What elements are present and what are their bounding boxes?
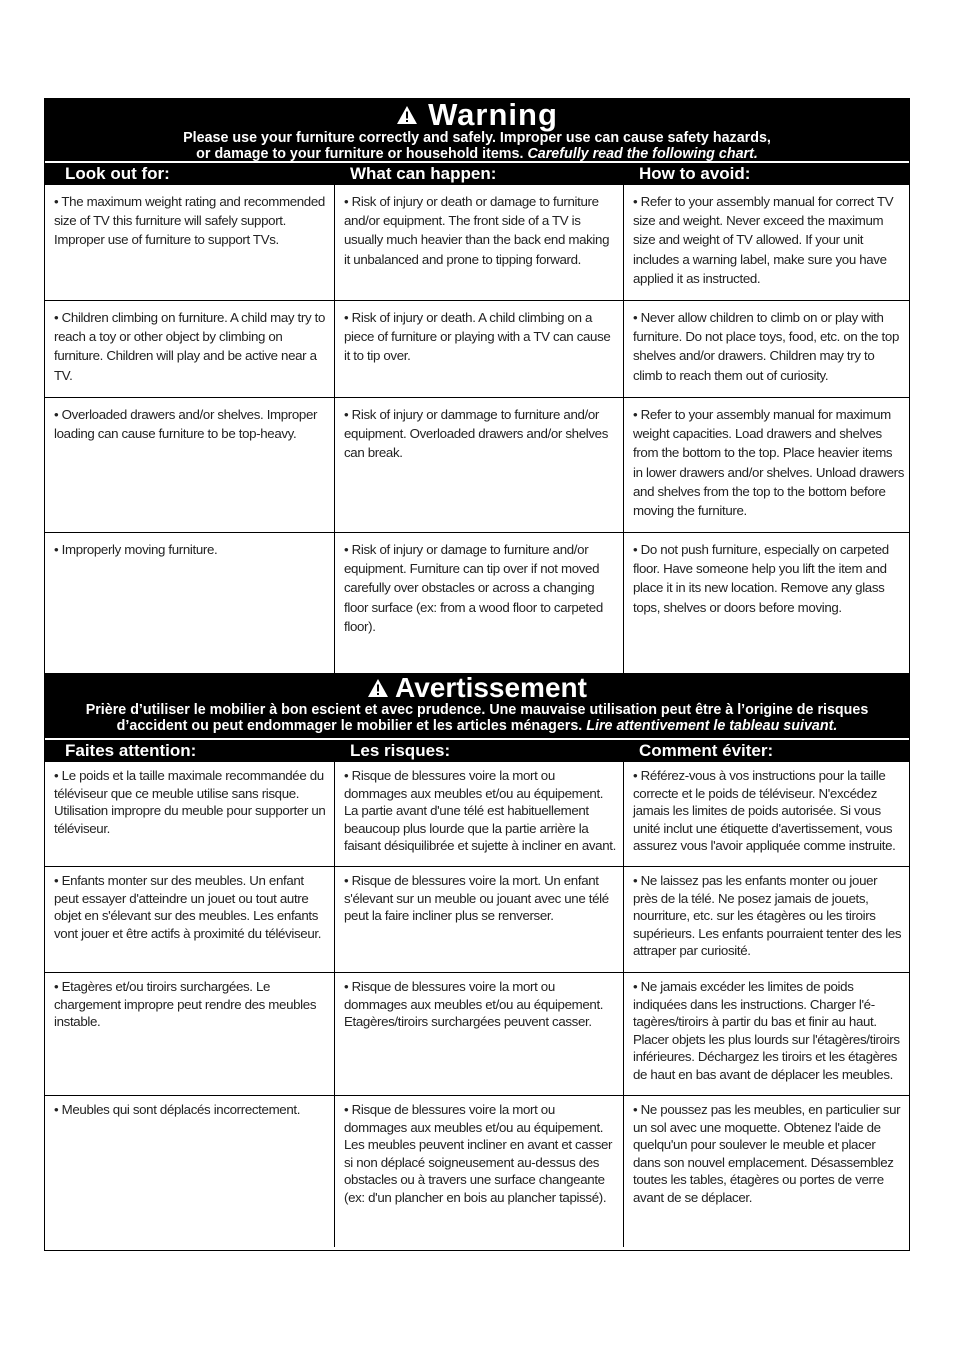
- intro-line-2-text-fr: d’accident ou peut endommager le mobilier et les articles ménagers.: [116, 718, 583, 734]
- intro-line-1-fr: Prière d’utiliser le mobilier à bon escient et avec prudence. Une mauvaise utilisation peut être à l’origine de risques: [85, 702, 869, 718]
- table-cell: • Refer to your assembly manual for correct TV size and weight. Never exceed the maximum size and weight of TV allowed. If your unit includes a warning label, make sure you have applied it as instructed.: [623, 185, 911, 300]
- avertissement-banner: [45, 674, 909, 738]
- warning-title-row: [45, 99, 909, 130]
- table-row: [45, 300, 909, 397]
- table-row: [45, 866, 909, 972]
- warning-banner: [45, 99, 909, 161]
- intro-text-fr: [45, 702, 909, 734]
- table-header: [45, 161, 909, 184]
- intro-line-2-fr: [45, 718, 909, 734]
- column-header-les-risques: Les risques:: [350, 741, 451, 760]
- table-row: [45, 972, 909, 1095]
- intro-line-2: [45, 146, 909, 162]
- table-cell: • Overloaded drawers and/or shelves. Improper loading can cause furniture to be top-heavy.: [54, 407, 318, 442]
- column-header-how-to-avoid: How to avoid:: [639, 164, 751, 183]
- column-header-faites-attention: Faites attention:: [65, 741, 197, 760]
- table-cell: • Improperly moving furniture.: [54, 542, 218, 557]
- table-header-fr: [45, 738, 909, 761]
- table-cell: • Children climbing on furniture. A child may try to reach a toy or other object by climbing on furniture. Children will play and be active near a TV.: [54, 310, 325, 383]
- table-cell: • Risque de blessures voire la mort. Un enfant s'élevant sur un meuble ou jouant avec une télé peut la faire incliner plus se renverser.: [334, 867, 623, 972]
- table-cell: • Meubles qui sont déplacés incorrectement.: [54, 1102, 301, 1117]
- table-cell: • Ne laissez pas les enfants monter ou jouer près de la télé. Ne posez jamais de jouets, nourriture, etc. sur les étagères ou les tiroirs supérieurs. Les enfants pourraient tenter des les attraper par curiosité.: [623, 867, 911, 972]
- table-cell: • The maximum weight rating and recommended size of TV this furniture will safely support. Improper use of furniture to support TVs.: [54, 194, 325, 248]
- table-row: [45, 397, 909, 532]
- table-cell: • Risque de blessures voire la mort ou dommages aux meubles et/ou au équipement. La partie avant d'une télé est habituellement beaucoup plus lourde que la partie arrière la faisant désiquilibrée et sujette à incliner en avant.: [334, 762, 623, 866]
- warning-section-en: [44, 98, 910, 674]
- table-row: [45, 1095, 909, 1247]
- table-cell: • Do not push furniture, especially on carpeted floor. Have someone help you lift the item and place it in its new location. Remove any glass tops, shelves or doors before moving.: [623, 533, 911, 673]
- column-header-look-out-for: Look out for:: [65, 164, 170, 183]
- table-cell: • Refer to your assembly manual for maximum weight capacities. Load drawers and shelves from the bottom to the top. Place heavier items in lower drawers and/or shelves. Unload drawers and shelves from the top to the bottom before moving the furniture.: [623, 398, 911, 532]
- table-cell: • Risk of injury or death. A child climbing on a piece of furniture or playing with a TV can cause it to tip over.: [334, 301, 623, 397]
- warning-triangle-icon: [367, 678, 389, 698]
- avertissement-title-row: [45, 674, 909, 702]
- section-title-fr: Avertissement: [395, 672, 587, 703]
- table-cell: • Risk of injury or death or damage to furniture and/or equipment. The front side of a TV is usually much heavier than the back end making it unbalanced and prone to tipping forward.: [334, 185, 623, 300]
- intro-text: [45, 130, 909, 162]
- page-title: Warning: [428, 97, 558, 132]
- column-header-what-can-happen: What can happen:: [350, 164, 497, 183]
- table-cell: • Ne jamais excéder les limites de poids indiquées dans les instructions. Charger l'é-tagères/tiroirs à partir du bas et finir au haut. Placer objets les plus lourds sur l'étagères/tiroirs inférieures. Déchargez les tiroirs et les étagères de haut en bas avant de déplacer les meubles.: [623, 973, 911, 1095]
- table-cell: • Risk of injury or dammage to furniture and/or equipment. Overloaded drawers and/or shelves can break.: [334, 398, 623, 532]
- table-row: [45, 761, 909, 866]
- warning-triangle-icon: [396, 105, 418, 125]
- table-cell: • Etagères et/ou tiroirs surchargées. Le chargement impropre peut rendre des meubles instable.: [54, 979, 317, 1030]
- table-cell: • Référez-vous à vos instructions pour la taille correcte et le poids de téléviseur. N'excédez jamais les limites de poids autorisée. Si vous unité inclut une étiquette d'avertissement, vous assurez vous l'avoir appliquée comme instruite.: [623, 762, 911, 866]
- table-row: [45, 184, 909, 300]
- warning-section-fr: [44, 674, 910, 1251]
- table-cell: • Enfants monter sur des meubles. Un enfant peut essayer d'atteindre un jouet ou tout autre objet en s'élevant sur des meubles. Les enfants vont jouer et être actifs à proximité du téléviseur.: [54, 873, 322, 941]
- table-cell: • Risque de blessures voire la mort ou dommages aux meubles et/ou au équipement. Les meubles peuvent incliner en avant et casser si non déplacé soigneusement au-dessus des obstacles ou à travers une surface changeante (ex: d'un plancher en bois au plancher tapissé).: [334, 1096, 623, 1247]
- table-cell: • Risque de blessures voire la mort ou dommages aux meubles et/ou au équipement. Etagères/tiroirs surchargées peuvent casser.: [334, 973, 623, 1095]
- table-cell: • Never allow children to climb on or play with furniture. Do not place toys, food, etc. on the top shelves and/or drawers. Children may try to climb to reach them out of curiosity.: [623, 301, 911, 397]
- table-row: [45, 532, 909, 673]
- table-cell: • Risk of injury or damage to furniture and/or equipment. Furniture can tip over if not moved carefully over obstacles or across a changing floor surface (ex: from a wood floor to carpeted floor).: [334, 533, 623, 673]
- intro-line-1: Please use your furniture correctly and safely. Improper use can cause safety hazards,: [183, 130, 771, 146]
- table-cell: • Le poids et la taille maximale recommandée du téléviseur que ce meuble utilise sans risque. Utilisation impropre du meuble pour supporter un téléviseur.: [54, 768, 326, 836]
- intro-line-2-emphasis: Carefully read the following chart.: [527, 146, 758, 162]
- table-cell: • Ne poussez pas les meubles, en particulier sur un sol avec une moquette. Obtenez l'aide de quelqu'un pour soulever le meuble et placer dans son nouvel emplacement. Désassemblez toutes les tables, étagères ou portes de verre avant de se déplacer.: [623, 1096, 911, 1247]
- intro-line-2-text: or damage to your furniture or household items.: [196, 146, 524, 162]
- intro-line-2-emphasis-fr: Lire attentivement le tableau suivant.: [586, 718, 838, 734]
- column-header-comment-eviter: Comment éviter:: [639, 741, 774, 760]
